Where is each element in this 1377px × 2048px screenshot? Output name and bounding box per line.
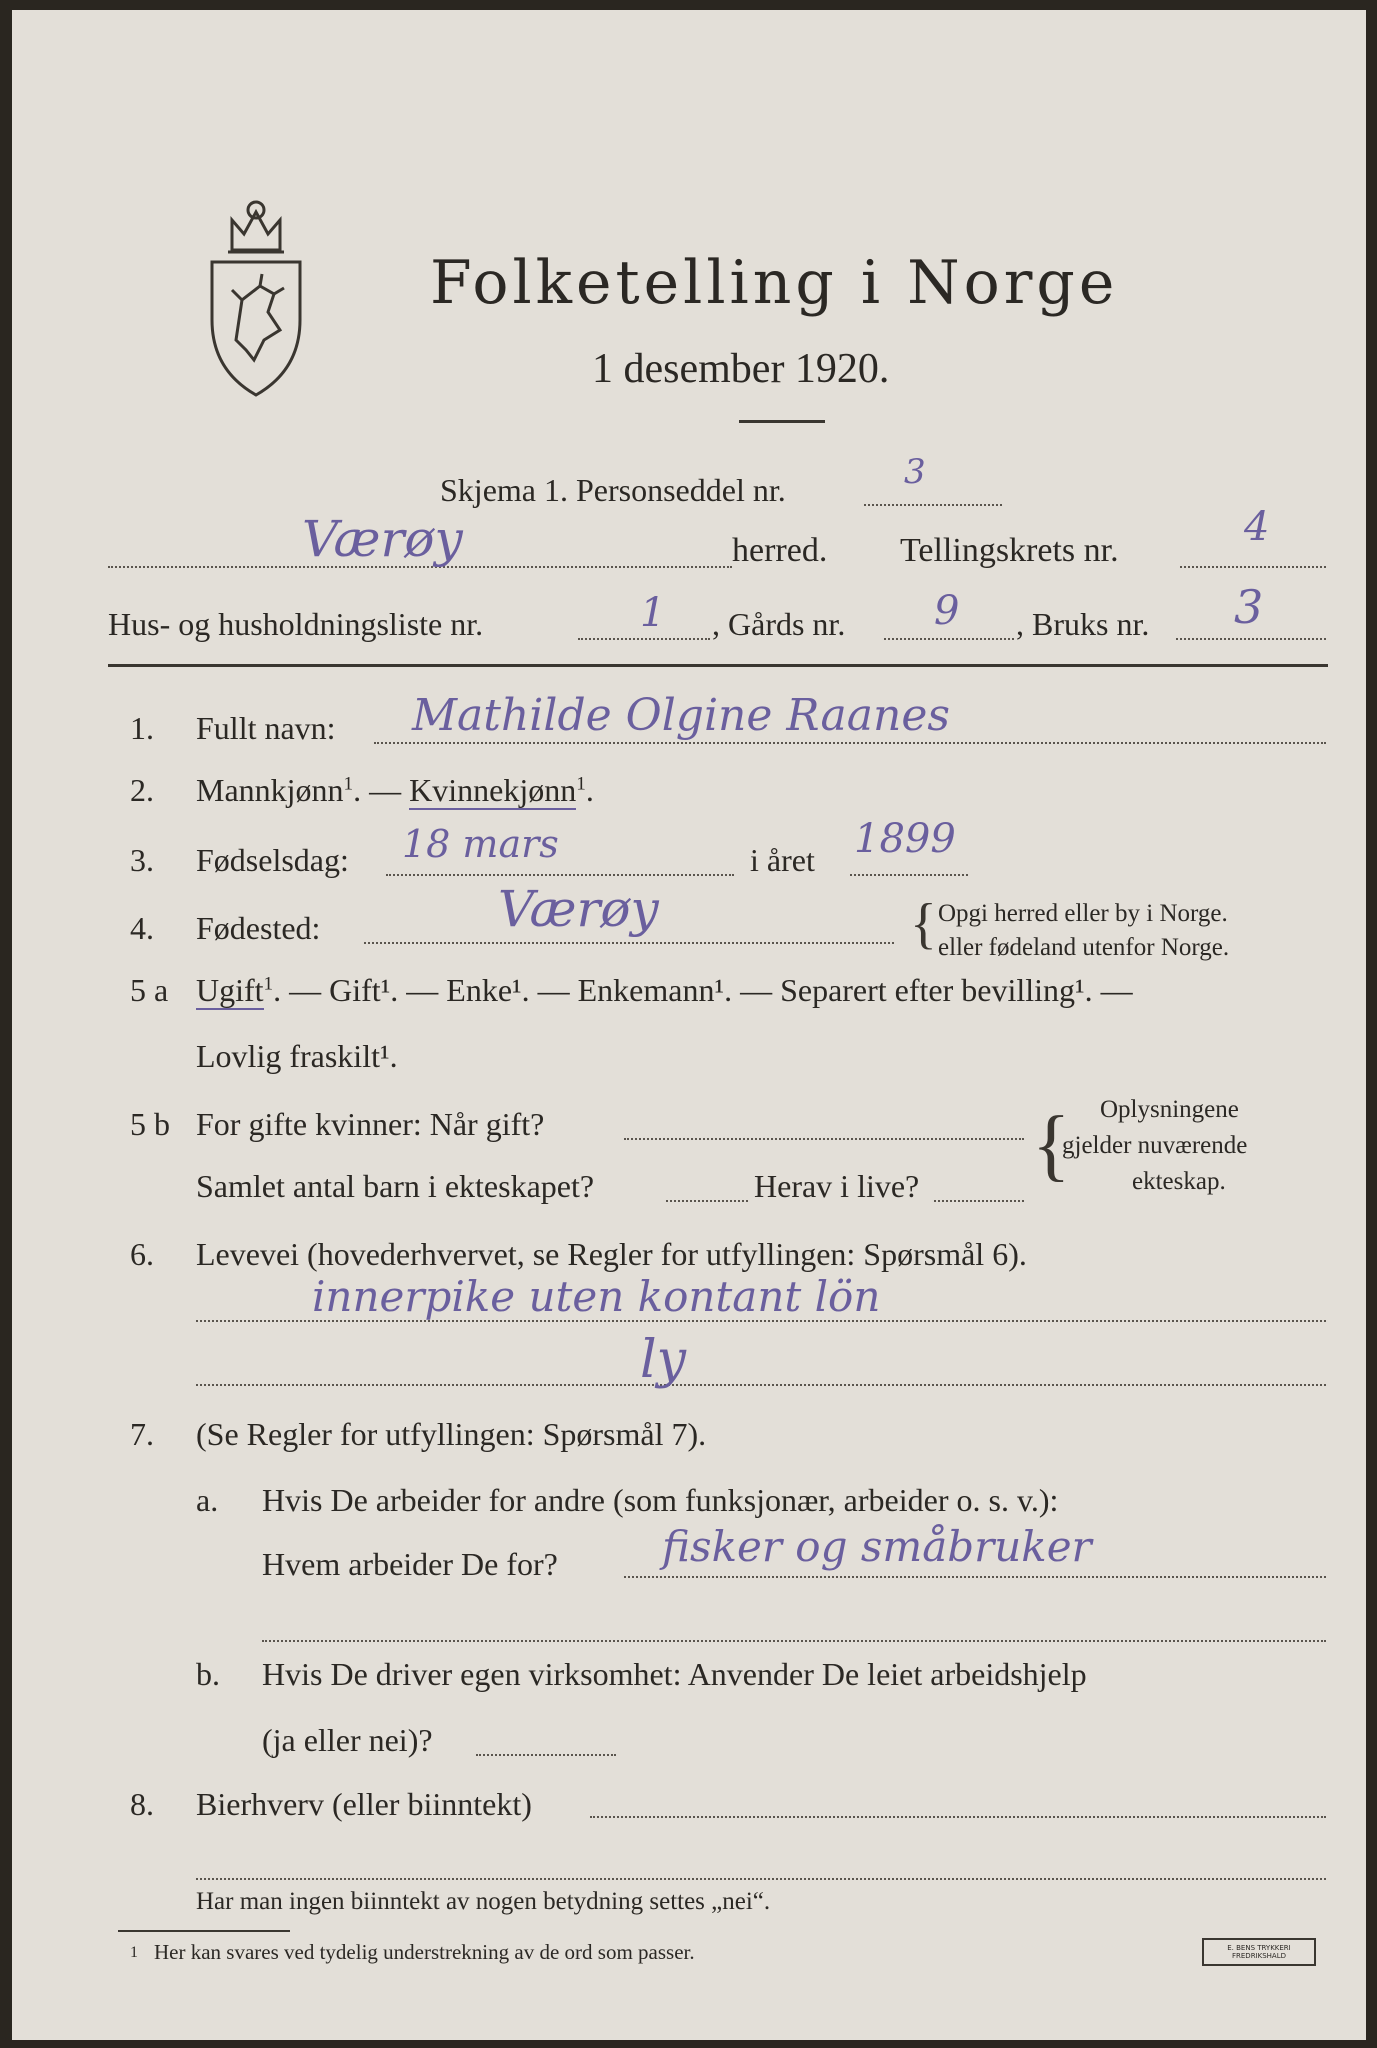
- q3-label: Fødselsdag:: [196, 842, 349, 878]
- q1-label: Fullt navn:: [196, 710, 336, 746]
- q7a-dots-line2: [262, 1640, 1326, 1642]
- q2-female-option: Kvinnekjønn: [409, 772, 577, 808]
- q2-text: Mannkjønn$^1$. — Kvinnekjønn$^1$.: [196, 772, 594, 808]
- printer-line1: E. BENS TRYKKERI: [1227, 1944, 1291, 1952]
- q8-dots-line2: [196, 1878, 1326, 1880]
- q8-number: 8.: [130, 1786, 154, 1822]
- q7a-label1: Hvis De arbeider for andre (som funksjonær, arbeider o. s. v.):: [262, 1482, 1059, 1518]
- q7-number: 7.: [130, 1416, 154, 1452]
- q5a-line2: Lovlig fraskilt¹.: [196, 1038, 398, 1074]
- q4-dots: [364, 942, 894, 944]
- q6-value-line1: innerpike uten kontant lön: [312, 1272, 881, 1321]
- q4-note-line2: eller fødeland utenfor Norge.: [938, 934, 1230, 961]
- schema-value: 3: [904, 452, 926, 492]
- printer-line2: FREDRIKSHALD: [1231, 1952, 1286, 1960]
- census-form-page: [12, 10, 1366, 2040]
- q7b-number: b.: [196, 1656, 220, 1692]
- hus-value: 1: [640, 590, 666, 636]
- q8-label: Bierhverv (eller biinntekt): [196, 1786, 532, 1822]
- q4-label: Fødested:: [196, 910, 321, 946]
- q7b-label1: Hvis De driver egen virksomhet: Anvender De leiet arbeidshjelp: [262, 1656, 1087, 1692]
- q6-number: 6.: [130, 1236, 154, 1272]
- bruks-value: 3: [1234, 580, 1264, 634]
- schema-label: Skjema 1. Personseddel nr.: [440, 472, 786, 508]
- footnote-divider: [118, 1930, 290, 1932]
- q5b-label2: Samlet antal barn i ekteskapet?: [196, 1168, 595, 1204]
- q8-note: Har man ingen biinntekt av nogen betydning settes „nei“.: [196, 1888, 771, 1915]
- q5b-label3: Herav i live?: [754, 1168, 920, 1204]
- q5a-number: 5 a: [130, 972, 169, 1008]
- q7a-number: a.: [196, 1482, 219, 1518]
- q3-year-label: i året: [750, 842, 815, 878]
- q5a-text: Ugift$^1$. — Gift¹. — Enke¹. — Enkemann¹. — Separert efter bevilling¹. —: [196, 972, 1133, 1008]
- q2-male-option: Mannkjønn: [196, 772, 344, 808]
- herred-value: Værøy: [302, 510, 463, 568]
- norwegian-coat-of-arms-icon: [202, 190, 310, 398]
- tellingskrets-label: Tellingskrets nr.: [900, 532, 1119, 569]
- q3-day-dots: [386, 874, 734, 876]
- hus-label: Hus- og husholdningsliste nr.: [108, 606, 484, 642]
- q3-year-value: 1899: [854, 816, 956, 862]
- q4-value: Værøy: [498, 880, 659, 938]
- q4-note-line1: Opgi herred eller by i Norge.: [938, 900, 1228, 927]
- q5a-ugift-option: Ugift: [196, 972, 264, 1008]
- q7-label: (Se Regler for utfyllingen: Spørsmål 7).: [196, 1416, 707, 1452]
- q5b-note-line1: Oplysningene: [1100, 1096, 1239, 1123]
- q6-value-line2: ly: [640, 1330, 687, 1390]
- q4-brace: {: [910, 893, 937, 955]
- q5b-brace: {: [1032, 1101, 1071, 1189]
- q1-dots: [374, 742, 1326, 744]
- form-title: Folketelling i Norge: [430, 248, 1119, 318]
- q5b-number: 5 b: [130, 1106, 170, 1142]
- form-date: 1 desember 1920.: [592, 346, 890, 392]
- bruks-label: , Bruks nr.: [1016, 606, 1150, 642]
- q8-dots-line1: [590, 1816, 1326, 1818]
- hus-dots: [578, 638, 710, 640]
- q6-dots-line2: [196, 1384, 1326, 1386]
- q5b-children-dots: [666, 1200, 748, 1202]
- gards-dots: [884, 638, 1014, 640]
- q7a-dots-line1: [624, 1576, 1326, 1578]
- title-divider: [739, 420, 825, 423]
- q4-number: 4.: [130, 910, 154, 946]
- q3-day-value: 18 mars: [402, 822, 559, 866]
- q5b-note-line3: ekteskap.: [1132, 1168, 1226, 1195]
- q6-label: Levevei (hovederhvervet, se Regler for utfyllingen: Spørsmål 6).: [196, 1236, 1027, 1272]
- q1-number: 1.: [130, 710, 154, 746]
- gards-label: , Gårds nr.: [712, 606, 846, 642]
- q7b-dots: [476, 1754, 616, 1756]
- printer-stamp: [1202, 1938, 1316, 1966]
- schema-dots: [864, 504, 1002, 506]
- gards-value: 9: [934, 588, 960, 634]
- footnote-mark: 1: [130, 1944, 138, 1961]
- herred-label: herred.: [732, 532, 828, 569]
- q7b-label2: (ja eller nei)?: [262, 1722, 433, 1758]
- tellingskrets-dots: [1180, 566, 1326, 568]
- q2-number: 2.: [130, 772, 154, 808]
- q3-number: 3.: [130, 842, 154, 878]
- header-divider: [108, 664, 1328, 667]
- footnote-text: Her kan svares ved tydelig understrekning av de ord som passer.: [154, 1940, 695, 1964]
- q7a-label2: Hvem arbeider De for?: [262, 1546, 558, 1582]
- q1-value: Mathilde Olgine Raanes: [412, 690, 950, 741]
- q5b-married-dots: [624, 1138, 1024, 1140]
- q5b-alive-dots: [934, 1200, 1024, 1202]
- bruks-dots: [1176, 638, 1326, 640]
- q5b-note-line2: gjelder nuværende: [1062, 1132, 1248, 1159]
- q7a-value: fisker og småbruker: [662, 1522, 1092, 1571]
- q3-year-dots: [850, 874, 968, 876]
- q5b-label1: For gifte kvinner: Når gift?: [196, 1106, 545, 1142]
- tellingskrets-value: 4: [1244, 504, 1270, 550]
